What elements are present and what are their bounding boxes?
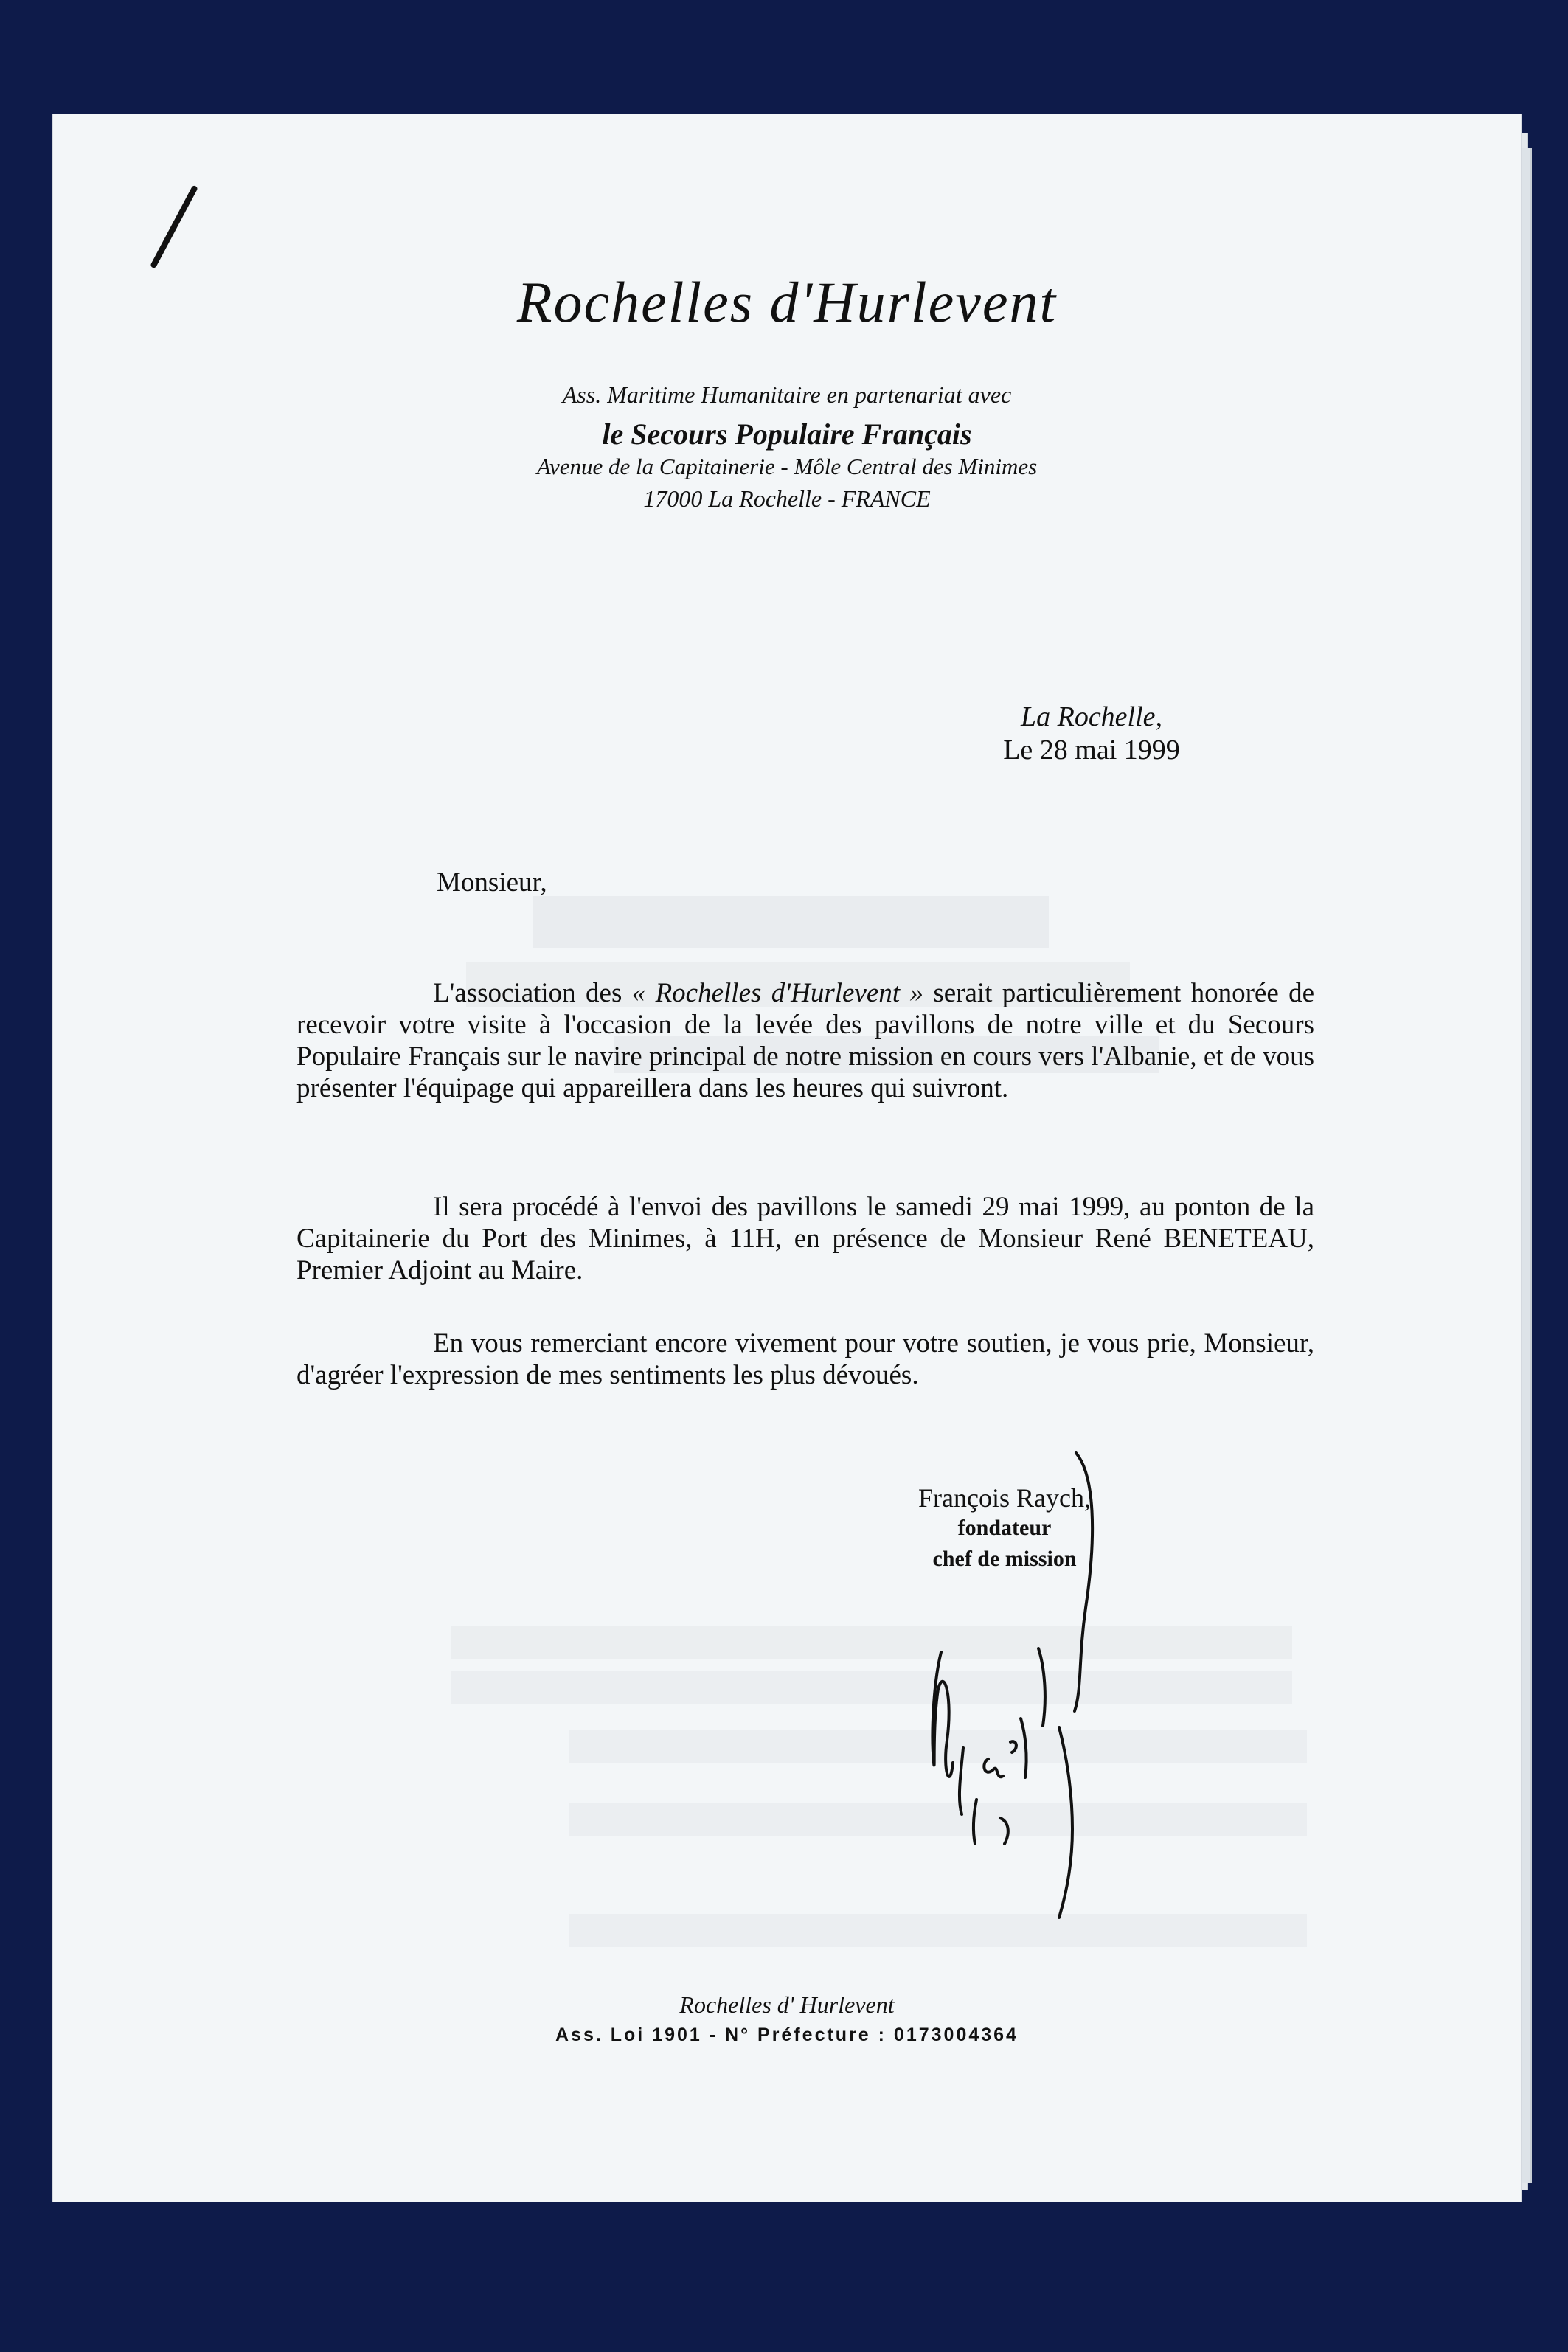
- letterhead-logo: Rochelles d'Hurlevent: [516, 270, 1058, 334]
- letterhead-line-2: le Secours Populaire Français: [602, 417, 972, 451]
- letterhead-line-1: Ass. Maritime Humanitaire en partenariat avec: [562, 381, 1012, 408]
- letter-sheet: [53, 114, 1521, 2202]
- signatory-role-1: fondateur: [957, 1516, 1052, 1540]
- association-name: « Rochelles d'Hurlevent »: [631, 978, 923, 1008]
- letterhead-line-3: Avenue de la Capitainerie - Môle Central des Minimes: [536, 454, 1038, 479]
- paragraph-1-rest: serait particulièrement honorée de recevoir votre visite à l'occasion de la levée des pavillons de notre ville et du Secours Populaire Français sur le navire principal de notre mission en cours vers l'Albanie, et de vous présenter l'équipage qui appareillera dans les heures qui suivront.: [296, 978, 1315, 1103]
- paragraph-2: Il sera procédé à l'envoi des pavillons le samedi 29 mai 1999, au ponton de la Capitainerie du Port des Minimes, à 11H, en présence de Monsieur René BENETEAU, Premier Adjoint au Maire.: [296, 1192, 1314, 1286]
- handwritten-signature: [901, 1446, 1137, 1969]
- footer-logo: Rochelles d' Hurlevent: [679, 1991, 895, 2018]
- paragraph-1-lead: L'association des: [433, 978, 622, 1008]
- signatory-role-2: chef de mission: [932, 1547, 1077, 1571]
- paragraph-1: [296, 977, 1314, 1104]
- paragraph-3: En vous remerciant encore vivement pour votre soutien, je vous prie, Monsieur, d'agréer l'expression de mes sentiments les plus dévoués.: [296, 1328, 1314, 1390]
- date-day: Le 28 mai 1999: [1003, 735, 1180, 766]
- footer-registration: Ass. Loi 1901 - N° Préfecture : 0173004364: [555, 2025, 1019, 2045]
- date-place: La Rochelle,: [1020, 701, 1163, 732]
- letterhead-line-4: 17000 La Rochelle - FRANCE: [643, 485, 931, 512]
- signatory-name: François Raych,: [918, 1483, 1091, 1513]
- salutation: Monsieur,: [437, 867, 547, 898]
